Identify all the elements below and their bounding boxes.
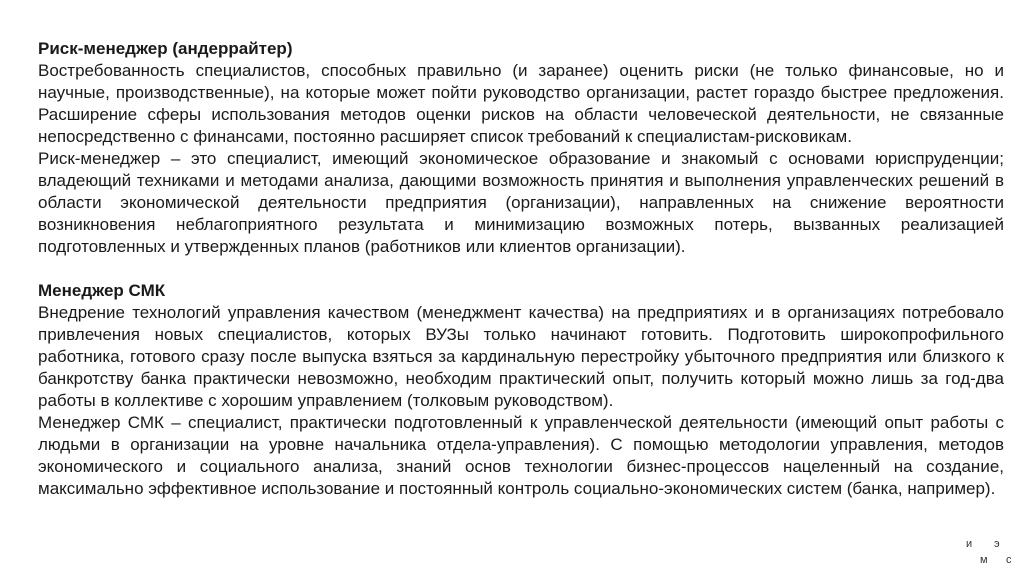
section-title-risk-manager: Риск-менеджер (андеррайтер) [38, 39, 293, 58]
paragraph-risk-demand: Востребованность специалистов, способных правильно (и заранее) оценить риски (не только финансовые, но и научные, производственные), на которые может пойти руководство организации, растет гораздо быстрее предложения. Расширение сферы использования методов оценки рисков на области человеческой деятельности, не связанные непосредственно с финансами, постоянно расширяет список требований к специалистам-рисковикам. [38, 61, 1004, 146]
paragraph-risk-definition: Риск-менеджер – это специалист, имеющий экономическое образование и знакомый с основами юриспруденции; владеющий техниками и методами анализа, дающими возможность принятия и выполнения управленческих решений в области экономической деятельности предприятия (организации), направленных на снижение вероятности возникновения неблагоприятного результата и минимизацию возможных потерь, вызванных реализацией подготовленных и утвержденных планов (работников или клиентов организации). [38, 149, 1004, 256]
logo-letter: м [980, 554, 989, 566]
logo-letter: э [994, 538, 1001, 550]
paragraph-qms-definition: Менеджер СМК – специалист, практически подготовленный к управленческой деятельности (имеющий опыт работы с людьми в организации на уровне начальника отдела-управления). С помощью методологии управления, методов экономического и социального анализа, знаний основ технологии бизнес-процессов нацеленный на создание, максимально эффективное использование и постоянный контроль социально-экономических систем (банка, например). [38, 413, 1004, 498]
slide-content [38, 38, 1004, 500]
logo-letter: с [1006, 554, 1013, 566]
paragraph-qms-demand: Внедрение технологий управления качеством (менеджмент качества) на предприятиях и в организациях потребовало привлечения новых специалистов, которых ВУЗы только начинают готовить. Подготовить широкопрофильного работника, готового сразу после выпуска взяться за кардинальную перестройку убыточного предприятия или близкого к банкротству банка практически невозможно, необходим практический опыт, получить который можно лишь за год-два работы в коллективе с хорошим управлением (толковым руководством). [38, 303, 1004, 410]
section-spacer [38, 258, 1004, 280]
logo-letter: и [966, 538, 974, 550]
section-title-qms-manager: Менеджер СМК [38, 281, 166, 300]
logo [962, 538, 1018, 572]
